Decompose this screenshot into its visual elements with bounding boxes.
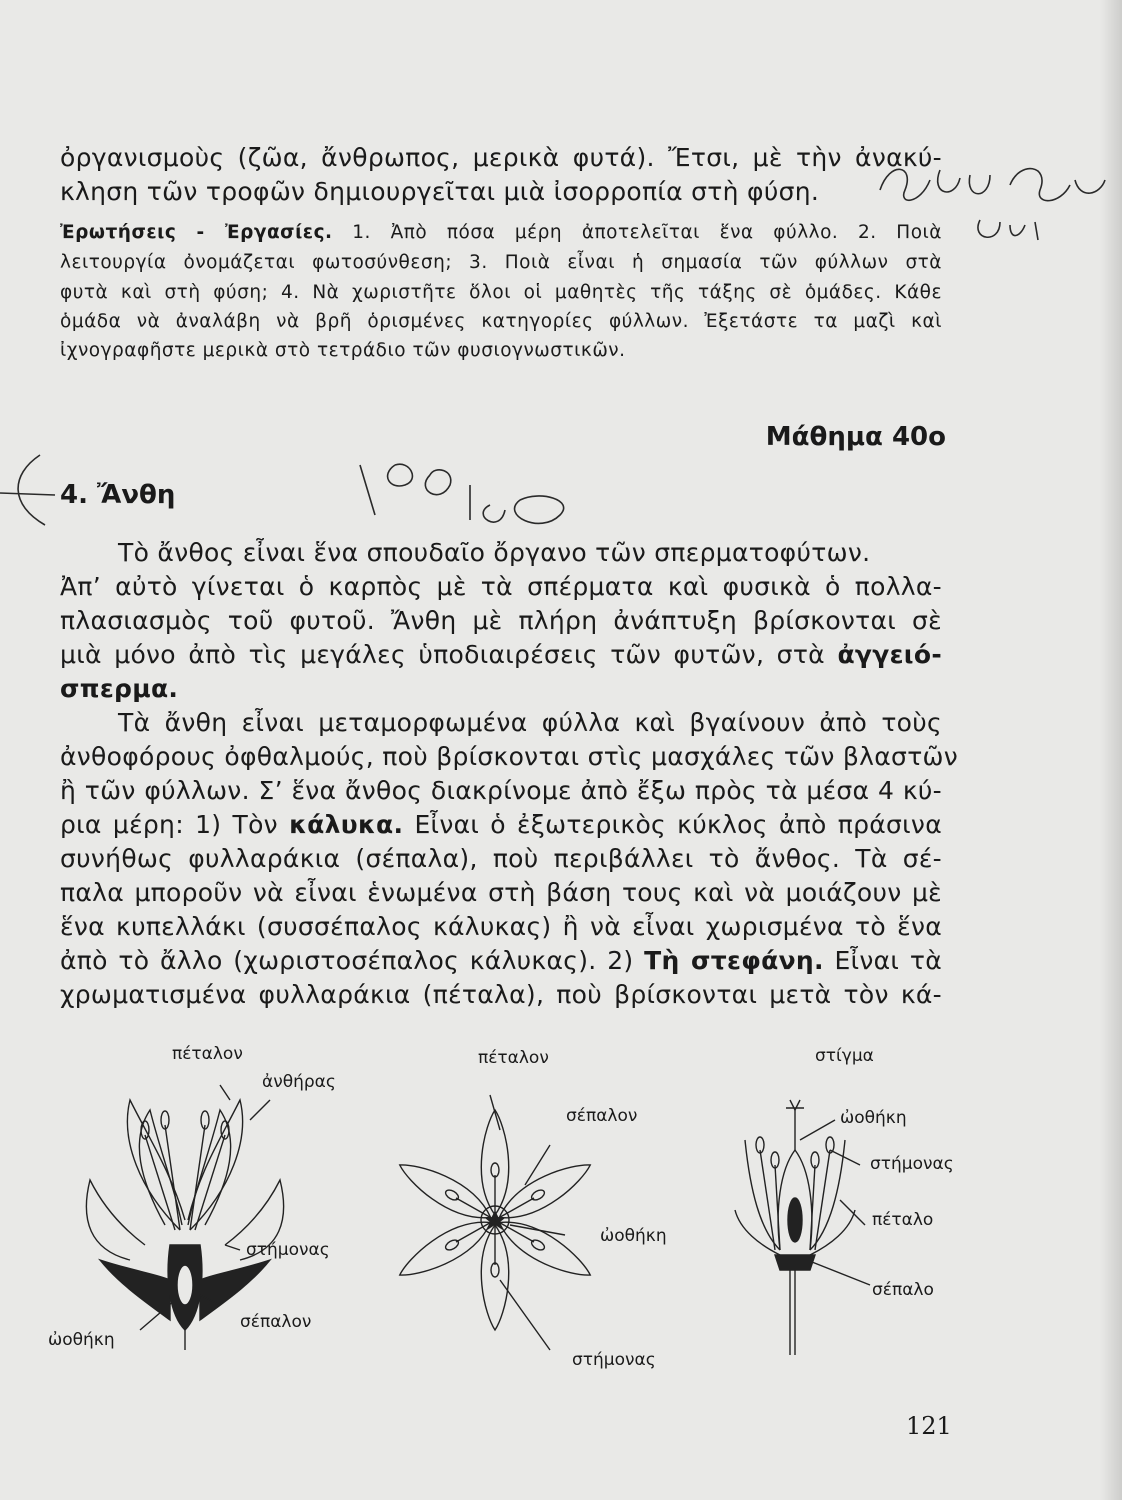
para2-line-8: ἀπὸ τὸ ἄλλο (χωριστοσέπαλος κάλυκας). 2) Τὴ στεφάνη. Εἶναι τὰ — [60, 946, 942, 975]
questions-label: Ἐρωτήσεις - Ἐργασίες. — [60, 222, 333, 243]
fig2-label-stamen: στήμονας — [572, 1350, 656, 1370]
para1-line-2: Ἀπ’ αὐτὸ γίνεται ὁ καρπὸς μὲ τὰ σπέρματα καὶ φυσικὰ ὁ πολλα- — [60, 572, 942, 601]
flower-diagram-2 — [340, 1085, 600, 1355]
handwriting-scribble — [860, 150, 1120, 250]
text-line: κληση τῶν τροφῶν δημιουργεῖται μιὰ ἰσορροπία στὴ φύση. — [60, 177, 820, 206]
para2-line-7: ἕνα κυπελλάκι (συσσέπαλος κάλυκας) ἢ νὰ εἶναι χωρισμένα τὸ ἕνα — [60, 912, 942, 941]
fig3-label-ovary: ὠοθήκη — [840, 1108, 907, 1128]
fig2-label-sepal: σέπαλον — [566, 1106, 638, 1126]
para2-line-1: Τὰ ἄνθη εἶναι μεταμορφωμένα φύλλα καὶ βγαίνουν ἀπὸ τοὺς — [118, 708, 942, 737]
questions-line-5: ἰχνογραφῆστε μερικὰ στὸ τετράδιο τῶν φυσιογνωστικῶν. — [60, 340, 626, 361]
fig1-label-petal: πέταλον — [172, 1044, 243, 1064]
fig2-label-ovary: ὠοθήκη — [600, 1226, 667, 1246]
fig3-label-stamen: στήμονας — [870, 1154, 954, 1174]
flower-diagram-1 — [70, 1080, 310, 1350]
fig1-label-sepal: σέπαλον — [240, 1312, 312, 1332]
fig3-label-stigma: στίγμα — [815, 1046, 874, 1066]
text-line: ὀργανισμοὺς (ζῶα, ἄνθρωπος, μερικὰ φυτά). Ἔτσι, μὲ τὴν ἀνακύ- — [60, 143, 942, 172]
para2-line-2: ἀνθοφόρους ὀφθαλμούς, ποὺ βρίσκονται στὶς μασχάλες τῶν βλαστῶν — [60, 742, 959, 771]
para2-line-5: συνήθως φυλλαράκια (σέπαλα), ποὺ περιβάλλει τὸ ἄνθος. Τὰ σέ- — [60, 844, 942, 873]
lesson-title: Μάθημα 40ο — [765, 422, 946, 452]
questions-line-3: φυτὰ καὶ στὴ φύση; 4. Νὰ χωριστῆτε ὅλοι οἱ μαθητὲς τῆς τάξης σὲ ὁμάδες. Κάθε — [60, 282, 942, 303]
fig1-label-stamen: στήμονας — [246, 1240, 330, 1260]
fig1-label-ovary: ὠοθήκη — [48, 1330, 115, 1350]
fig1-label-anther: ἀνθήρας — [262, 1072, 336, 1092]
para1-line-4: μιὰ μόνο ἀπὸ τὶς μεγάλες ὑποδιαιρέσεις τῶν φυτῶν, στὰ ἀγγειό- — [60, 640, 942, 669]
questions-line-4: ὁμάδα νὰ ἀναλάβη νὰ βρῆ ὁρισμένες κατηγορίες φύλλων. Ἐξετάστε τα μαζὶ καὶ — [60, 311, 942, 332]
para1-line-1: Τὸ ἄνθος εἶναι ἕνα σπουδαῖο ὄργανο τῶν σπερματοφύτων. — [118, 538, 871, 567]
page-number: 121 — [906, 1412, 952, 1440]
para2-line-6: παλα μποροῦν νὰ εἶναι ἑνωμένα στὴ βάση τους καὶ νὰ μοιάζουν μὲ — [60, 878, 942, 907]
para2-line-4: ρια μέρη: 1) Τὸν κάλυκα. Εἶναι ὁ ἐξωτερικὸς κύκλος ἀπὸ πράσινα — [60, 810, 942, 839]
fig3-label-petal: πέταλο — [872, 1210, 934, 1230]
handwriting-number — [0, 445, 600, 535]
questions-line-1: Ἐρωτήσεις - Ἐργασίες. 1. Ἀπὸ πόσα μέρη ἀποτελεῖται ἕνα φύλλο. 2. Ποιὰ — [60, 222, 942, 243]
para1-line-3: πλασιασμὸς τοῦ φυτοῦ. Ἄνθη μὲ πλήρη ἀνάπτυξη βρίσκονται σὲ — [60, 606, 942, 635]
questions-line-2: λειτουργία ὀνομάζεται φωτοσύνθεση; 3. Ποιὰ εἶναι ἡ σημασία τῶν φύλλων στὰ — [60, 252, 942, 273]
para2-line-9: χρωματισμένα φυλλαράκια (πέταλα), ποὺ βρίσκονται μετὰ τὸν κά- — [60, 980, 942, 1009]
para2-line-3: ἢ τῶν φύλλων. Σ’ ἕνα ἄνθος διακρίνομε ἀπὸ ἔξω πρὸς τὰ μέσα 4 κύ- — [60, 776, 942, 805]
para1-line-5: σπερμα. — [60, 674, 179, 703]
fig2-label-petal: πέταλον — [478, 1048, 549, 1068]
section-heading: 4. Ἄνθη — [60, 480, 176, 510]
fig3-label-sepal: σέπαλο — [872, 1280, 934, 1300]
